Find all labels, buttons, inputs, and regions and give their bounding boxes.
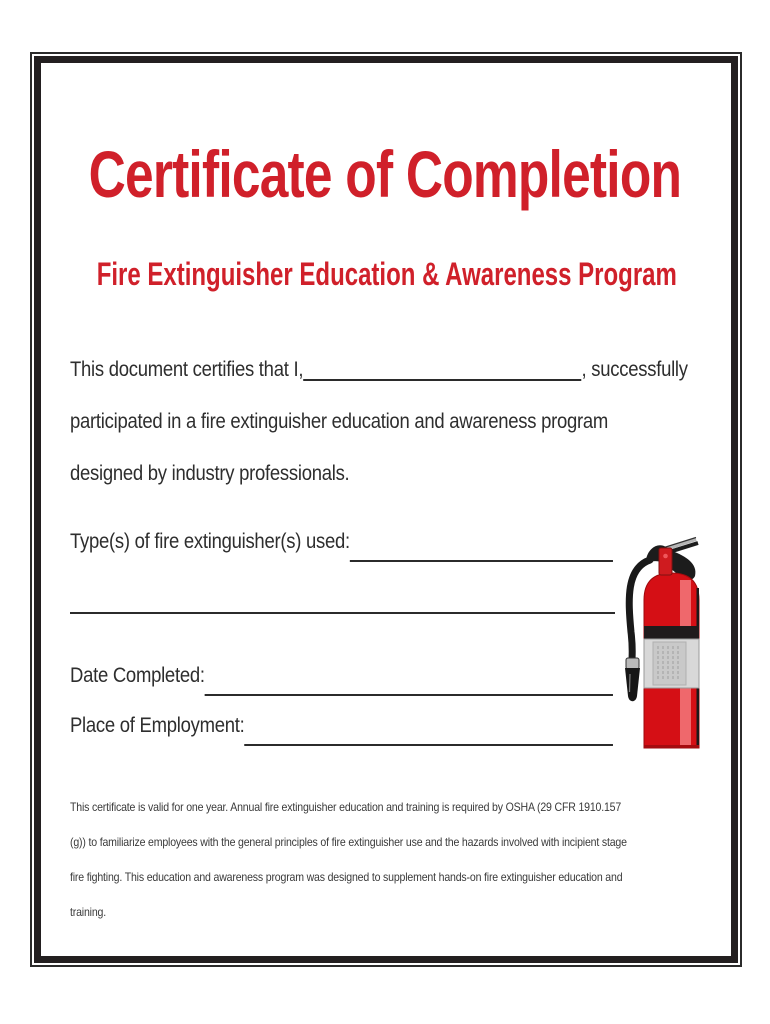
extinguisher-label <box>644 626 699 688</box>
body-line-3: designed by industry professionals. <box>70 462 350 485</box>
fine-print <box>70 790 686 930</box>
body-line-1-prefix: This document certifies that I, <box>70 358 304 381</box>
fire-extinguisher-icon <box>616 536 708 754</box>
place-of-employment-row <box>70 706 613 746</box>
name-blank-field[interactable] <box>303 344 581 381</box>
certificate-subtitle-text: Fire Extinguisher Education & Awareness Program <box>96 256 677 292</box>
body-line-1 <box>70 344 688 396</box>
certificate-title-text: Certificate of Completion <box>88 137 682 211</box>
date-completed-field[interactable] <box>205 656 613 696</box>
body-line-1-suffix: , successfully <box>581 358 688 381</box>
fine-print-line-2: (g)) to familiarize employees with the general principles of fire extinguisher use and the hazards involved with incipient stage <box>70 835 627 849</box>
place-of-employment-field[interactable] <box>244 706 612 746</box>
certificate-title <box>0 138 770 210</box>
body-line-2: participated in a fire extinguisher education and awareness program <box>70 410 609 433</box>
types-used-field-line2[interactable] <box>70 578 615 614</box>
types-used-field[interactable] <box>350 522 613 562</box>
extinguisher-valve <box>659 548 672 575</box>
fine-print-line-1: This certificate is valid for one year. Annual fire extinguisher education and training is required by OSHA (29 CFR 1910.157 <box>70 800 622 814</box>
types-used-row <box>70 522 613 562</box>
certificate-subtitle <box>0 252 770 296</box>
fine-print-line-4: training. <box>70 905 106 919</box>
date-completed-row <box>70 656 613 696</box>
fine-print-line-3: fire fighting. This education and awareness program was designed to supplement hands-on fire extinguisher education and <box>70 870 623 884</box>
place-of-employment-label: Place of Employment: <box>70 714 245 737</box>
types-used-label: Type(s) of fire extinguisher(s) used: <box>70 530 350 553</box>
date-completed-label: Date Completed: <box>70 664 205 687</box>
certificate-body-paragraph <box>70 344 688 500</box>
